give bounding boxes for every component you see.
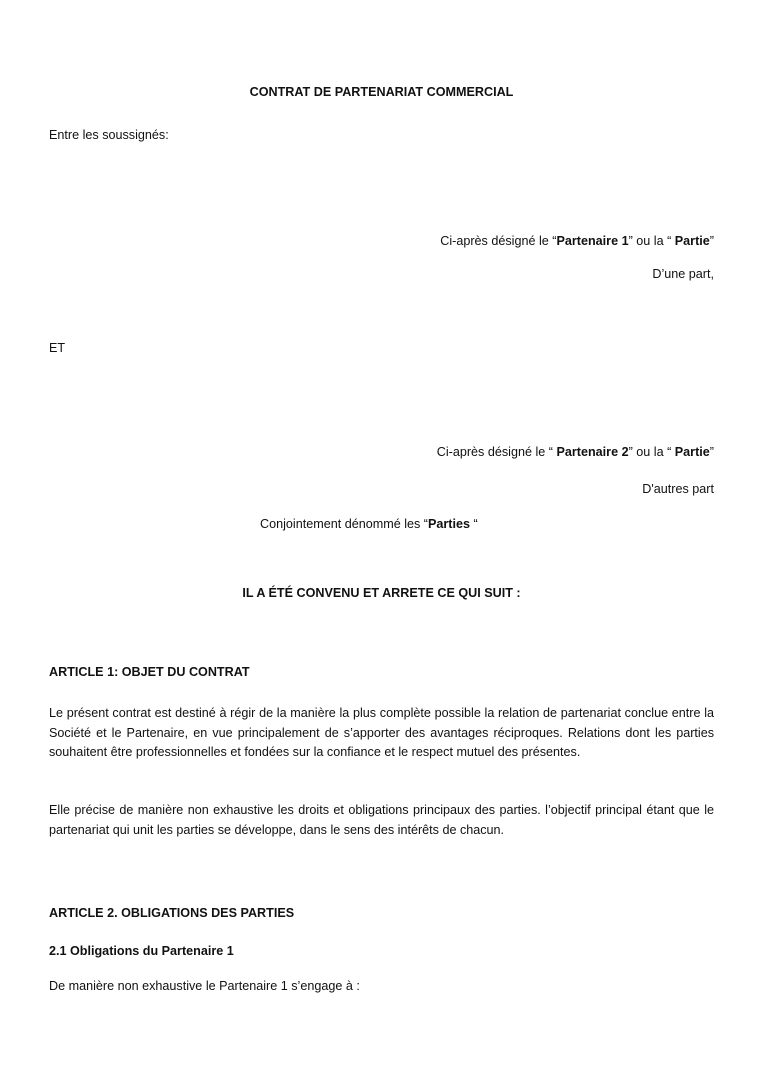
party1-designation <box>440 233 714 249</box>
article2-sub1-heading: 2.1 Obligations du Partenaire 1 <box>49 944 234 958</box>
party1-name: Partenaire 1 <box>556 234 629 248</box>
and-label: ET <box>49 341 66 355</box>
between-label: Entre les soussignés: <box>49 128 169 142</box>
party2-designation <box>437 444 714 460</box>
jointly-designation <box>260 516 478 532</box>
party1-designation-end: ” <box>709 234 714 248</box>
article1-heading: ARTICLE 1: OBJET DU CONTRAT <box>49 665 250 679</box>
article2-sub1-intro: De manière non exhaustive le Partenaire 1 s’engage à : <box>49 979 360 993</box>
party1-designation-mid: ” ou la “ <box>628 234 675 248</box>
party2-designation-pre: Ci-après désigné le “ <box>436 445 557 459</box>
jointly-name: Parties <box>428 517 471 531</box>
party1-designation-pre: Ci-après désigné le “ <box>440 234 557 248</box>
party2-side: D'autres part <box>642 482 714 496</box>
contract-title: CONTRAT DE PARTENARIAT COMMERCIAL <box>249 85 514 99</box>
party2-name: Partenaire 2 <box>556 445 629 459</box>
jointly-end: “ <box>470 517 478 531</box>
party2-role: Partie <box>674 445 710 459</box>
article2-heading: ARTICLE 2. OBLIGATIONS DES PARTIES <box>49 906 295 920</box>
article1-paragraph-1: Le présent contrat est destiné à régir de la manière la plus complète possible la relation de partenariat conclue entre la Société et le Partenaire, en vue principalement de s’apporter des avantages réciproques. Relations dont les parties souhaitent être professionnelles et fondées sur la confiance et le respect mutuel des présentes. <box>49 706 714 759</box>
jointly-pre: Conjointement dénommé les “ <box>260 517 428 531</box>
party1-side: D’une part, <box>652 267 714 281</box>
party2-designation-end: ” <box>709 445 714 459</box>
article1-paragraph-2: Elle précise de manière non exhaustive les droits et obligations principaux des parties. l’objectif principal étant que le partenariat qui unit les parties se développe, dans le sens des intérêts de chacun. <box>49 803 714 837</box>
party1-role: Partie <box>674 234 710 248</box>
agreed-heading: IL A ÉTÉ CONVENU ET ARRETE CE QUI SUIT : <box>242 586 521 600</box>
party2-designation-mid: ” ou la “ <box>628 445 675 459</box>
